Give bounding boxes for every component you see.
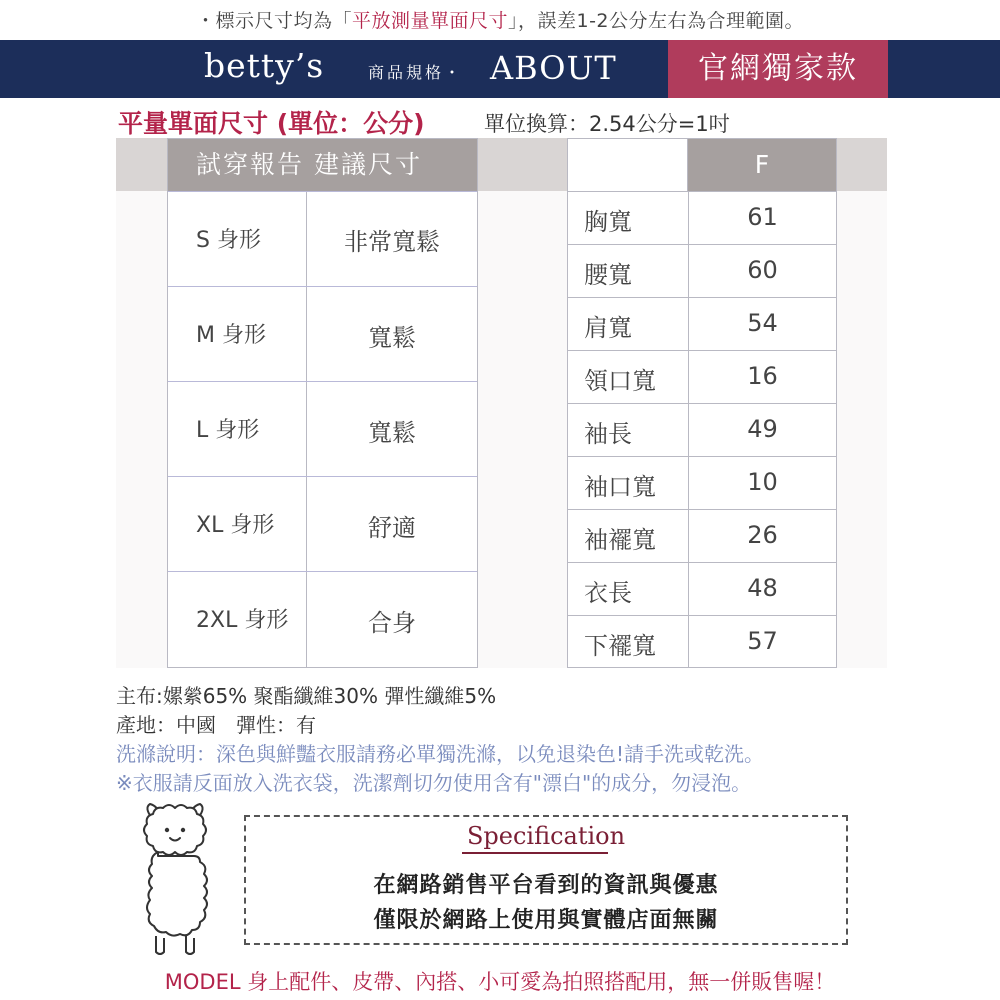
measurement-table	[567, 138, 837, 668]
measurement-label: 袖襬寬	[584, 526, 656, 554]
fit-row	[168, 381, 477, 476]
measurement-label: 胸寬	[584, 208, 632, 236]
exclusive-badge: 官網獨家款	[668, 40, 888, 98]
measurement-label: 腰寬	[584, 261, 632, 289]
body-type: S 身形	[196, 228, 261, 253]
fit-level: 寬鬆	[368, 419, 416, 447]
header-bar-middle	[478, 138, 567, 191]
notice-prefix: ・標示尺寸均為「	[195, 10, 352, 32]
care-note: ※衣服請反面放入洗衣袋，洗潔劑切勿使用含有"漂白"的成分，勿浸泡。	[116, 771, 752, 795]
fit-report-header: 試穿報告 建議尺寸	[168, 139, 477, 191]
measurement-row	[568, 403, 836, 456]
size-section-title: 平量單面尺寸 (單位：公分)	[118, 109, 425, 138]
measurement-row	[568, 191, 836, 244]
header-bar-right	[837, 138, 887, 191]
measurement-value: 49	[747, 415, 778, 443]
measurement-label: 肩寬	[584, 314, 632, 342]
measurement-value: 61	[747, 203, 778, 231]
fit-level: 合身	[368, 609, 416, 637]
measurement-value: 48	[747, 574, 778, 602]
body-type: M 身形	[196, 323, 266, 348]
body-type: 2XL 身形	[196, 608, 289, 633]
fit-row	[168, 476, 477, 571]
fit-level: 舒適	[368, 514, 416, 542]
model-accessory-note: MODEL 身上配件、皮帶、內搭、小可愛為拍照搭配用，無一併販售喔！	[164, 970, 836, 994]
measurement-value: 54	[747, 309, 778, 337]
measurement-header-blank	[568, 139, 688, 191]
fit-row	[168, 286, 477, 381]
measurement-label: 衣長	[584, 579, 632, 607]
specification-line-2: 僅限於網路上使用與實體店面無關	[373, 908, 719, 933]
alpaca-icon	[128, 800, 222, 960]
brand-logo: betty’s	[204, 46, 325, 85]
measurement-row	[568, 297, 836, 350]
specification-line-1: 在網路銷售平台看到的資訊與優惠	[373, 873, 719, 898]
about-label: ABOUT	[490, 49, 617, 87]
notice-highlight: 平放測量單面尺寸	[351, 10, 508, 32]
fit-level: 非常寬鬆	[344, 228, 440, 256]
body-type: L 身形	[196, 418, 260, 443]
measurement-row	[568, 615, 836, 668]
measurement-value: 60	[747, 256, 778, 284]
care-instructions: 洗滌說明：深色與鮮豔衣服請務必單獨洗滌，以免退染色!請手洗或乾洗。	[116, 742, 765, 766]
measurement-label: 袖長	[584, 420, 632, 448]
specification-underline	[462, 852, 608, 854]
measurement-label: 領口寬	[584, 367, 656, 395]
measurement-value: 57	[747, 627, 778, 655]
unit-conversion: 單位換算：2.54公分=1吋	[484, 112, 730, 136]
notice-suffix: 」，誤差1-2公分左右為合理範圍。	[507, 10, 805, 32]
body-type: XL 身形	[196, 513, 275, 538]
measurement-row	[568, 244, 836, 297]
measurement-row	[568, 456, 836, 509]
specification-heading: Specification	[466, 822, 626, 850]
measurement-value: 10	[747, 468, 778, 496]
size-notice	[0, 6, 1000, 33]
measurement-row	[568, 509, 836, 562]
fabric-info: 主布:嫘縈65% 聚酯纖維30% 彈性纖維5%	[116, 684, 497, 708]
measurement-label: 袖口寬	[584, 473, 656, 501]
measurement-value: 26	[747, 521, 778, 549]
spec-label: 商品規格・	[368, 63, 464, 82]
measurement-row	[568, 350, 836, 403]
fit-row	[168, 571, 477, 667]
header-bar-left	[116, 138, 167, 191]
measurement-label: 下襬寬	[584, 632, 656, 660]
measurement-value: 16	[747, 362, 778, 390]
fit-row	[168, 191, 477, 286]
measurement-row	[568, 562, 836, 615]
origin-elasticity-info: 產地：中國 彈性：有	[116, 713, 316, 737]
fit-level: 寬鬆	[368, 324, 416, 352]
size-header: F	[688, 139, 836, 191]
fit-report-table	[167, 138, 478, 668]
